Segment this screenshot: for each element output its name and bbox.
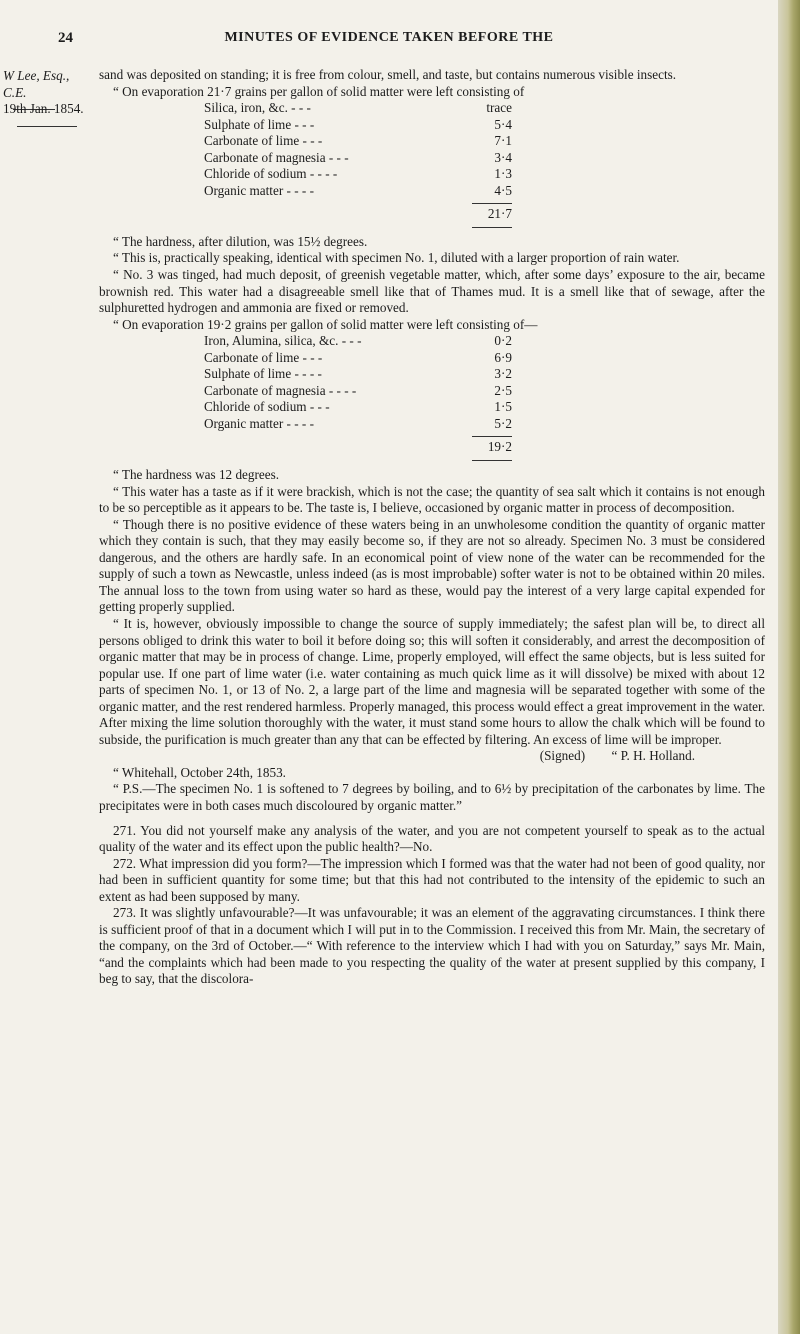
- table-cell: 3·4: [494, 149, 512, 165]
- table-cell: 7·1: [494, 133, 512, 149]
- question-273: 273. It was slightly unfavourable?—It was unfavourable; it was an element of the aggravating circumstances. I think there is sufficient proof of that in a document which I will put in to the Commission. I received this from Mr. Main, the secretary of the company, on the 3rd of October.—“ With reference to the interview which I had with you on Saturday,” says Mr. Main, “and the complaints which had been made to you respecting the quality of the water at present supplied by this company, I beg to say, that the discolora-: [99, 905, 765, 987]
- table-cell: Chloride of sodium - - - -: [204, 166, 338, 182]
- table-cell: Sulphate of lime - - - -: [204, 366, 322, 382]
- paragraph: “ The hardness was 12 degrees.: [113, 467, 280, 483]
- place-date-line: “ Whitehall, October 24th, 1853.: [113, 764, 286, 780]
- table-row: [204, 366, 512, 383]
- sum-rule: [204, 203, 512, 204]
- table-cell: 5·2: [494, 415, 512, 431]
- table-row: [204, 416, 512, 433]
- witness-name: W Lee, Esq., C.E.: [3, 68, 70, 100]
- table-cell: Organic matter - - - -: [204, 182, 314, 198]
- analysis-table-1: [204, 100, 512, 228]
- table-cell: 1·5: [494, 399, 512, 415]
- margin-date: [3, 101, 95, 134]
- table-cell: 1·3: [494, 166, 512, 182]
- signatory-name: “ P. H. Holland.: [611, 748, 695, 764]
- total-value: 19·2: [487, 439, 512, 455]
- table-cell: 3·2: [494, 366, 512, 382]
- table-cell: Organic matter - - - -: [204, 415, 314, 431]
- paragraph: “ This water has a taste as if it were brackish, which is not the case; the quantity of sea salt which it contains is not enough to be so perceptible as it appears to be. The taste is, I believe, occasioned by organic matter in process of decomposition.: [99, 483, 765, 516]
- analysis-table-2: [204, 333, 512, 461]
- table-cell: Iron, Alumina, silica, &c. - - -: [204, 333, 362, 349]
- document-body: [99, 67, 765, 988]
- paragraph: “ This is, practically speaking, identical with specimen No. 1, diluted with a larger proportion of rain water.: [113, 250, 680, 266]
- margin-dash-2: [17, 126, 77, 127]
- table-row: [204, 399, 512, 416]
- table-cell: trace: [486, 100, 512, 116]
- paragraph: “ It is, however, obviously impossible to change the source of supply immediately; the safest plan will be, to direct all persons obliged to drink this water to boil it before doing so; this will soften it considerably, and arrest the decomposition of organic matter that may be in process of change. Lime, properly employed, will effect the same objects, but is less suited for popular use. If one part of lime water (i.e. water containing as much quick lime as it will dissolve) be mixed with about 12 parts of specimen No. 1, or 13 of No. 2, a large part of the lime and magnesia will be separated together with some of the organic matter, and the rest rendered harmless. Properly managed, this process would effect a great improvement in the water. After mixing the lime solution thoroughly with the water, it must stand some hours to allow the chalk which will be found to subside, the purification is much greater than any that can be effected by filtering. An excess of lime will be improper.: [99, 615, 765, 747]
- table-row: [204, 383, 512, 400]
- paragraph: sand was deposited on standing; it is free from colour, smell, and taste, but contains numerous visible insects.: [99, 67, 677, 82]
- table-row: [204, 117, 512, 134]
- table-total: [204, 206, 512, 223]
- table-cell: 6·9: [494, 349, 512, 365]
- total-value: 21·7: [487, 206, 512, 222]
- signature-line: [99, 748, 765, 765]
- running-head: MINUTES OF EVIDENCE TAKEN BEFORE THE: [224, 30, 554, 45]
- paragraph: “ Though there is no positive evidence of these waters being in an unwholesome condition the quantity of organic matter which they contain is such, that they may easily become so, if they are not so already. Specimen No. 3 must be considered dangerous, and the others are hardly safe. In an economical point of view none of the water can be recommended for the supply of such a town as Newcastle, unless indeed (as is most improbable) softer water is not to be obtained within 20 miles. The annual loss to the town from using water so hard as these, would pay the interest of a very large capital expended for getting properly supplied.: [99, 516, 765, 615]
- page-header: [0, 30, 800, 50]
- page-edge-shadow: [778, 0, 800, 1334]
- paragraph: “ No. 3 was tinged, had much deposit, of greenish vegetable matter, which, after some days’ exposure to the air, became brownish red. This water had a disagreeable smell like that of Thames mud. It is a smell like that of sewage, after the sulphuretted hydrogen and ammonia are fixed or removed.: [99, 267, 765, 316]
- witness-date: 19th Jan. 1854.: [3, 101, 84, 116]
- table-row: [204, 166, 512, 183]
- table-cell: 5·4: [494, 116, 512, 132]
- signed-label: (Signed): [539, 748, 586, 764]
- table-row: [204, 133, 512, 150]
- postscript: “ P.S.—The specimen No. 1 is softened to 7 degrees by boiling, and to 6½ by precipitation of the carbonates by lime. The precipitates were in both cases much discoloured by organic matter.”: [99, 781, 765, 813]
- question-272: 272. What impression did you form?—The impression which I formed was that the water had not been of good quality, nor had been in sufficient quantity for some time; but that this had not contributed to the intensity of the epidemic to such an extent as had been supposed by many.: [99, 855, 765, 904]
- table-cell: Silica, iron, &c. - - -: [204, 100, 311, 116]
- table-cell: 4·5: [494, 182, 512, 198]
- sum-rule: [204, 460, 512, 461]
- table-row: [204, 183, 512, 200]
- table-cell: Carbonate of magnesia - - - -: [204, 382, 357, 398]
- table-cell: Carbonate of magnesia - - -: [204, 149, 349, 165]
- sum-rule: [204, 436, 512, 437]
- table-cell: Sulphate of lime - - -: [204, 116, 315, 132]
- table-total: [204, 439, 512, 456]
- question-271: 271. You did not yourself make any analysis of the water, and you are not competent yourself to speak as to the actual quality of the water and its effect upon the public health?—No.: [99, 822, 765, 855]
- table-row: [204, 333, 512, 350]
- table-cell: Chloride of sodium - - -: [204, 399, 330, 415]
- paragraph: “ On evaporation 21·7 grains per gallon of solid matter were left consisting of: [113, 83, 525, 99]
- table-cell: Carbonate of lime - - -: [204, 133, 323, 149]
- table-row: [204, 100, 512, 117]
- table-row: [204, 350, 512, 367]
- table-cell: 0·2: [494, 333, 512, 349]
- paragraph: “ On evaporation 19·2 grains per gallon of solid matter were left consisting of—: [113, 316, 538, 332]
- table-row: [204, 150, 512, 167]
- table-cell: 2·5: [494, 382, 512, 398]
- sum-rule: [204, 227, 512, 228]
- paragraph: “ The hardness, after dilution, was 15½ degrees.: [113, 233, 368, 249]
- page-number: 24: [58, 30, 73, 46]
- table-cell: Carbonate of lime - - -: [204, 349, 323, 365]
